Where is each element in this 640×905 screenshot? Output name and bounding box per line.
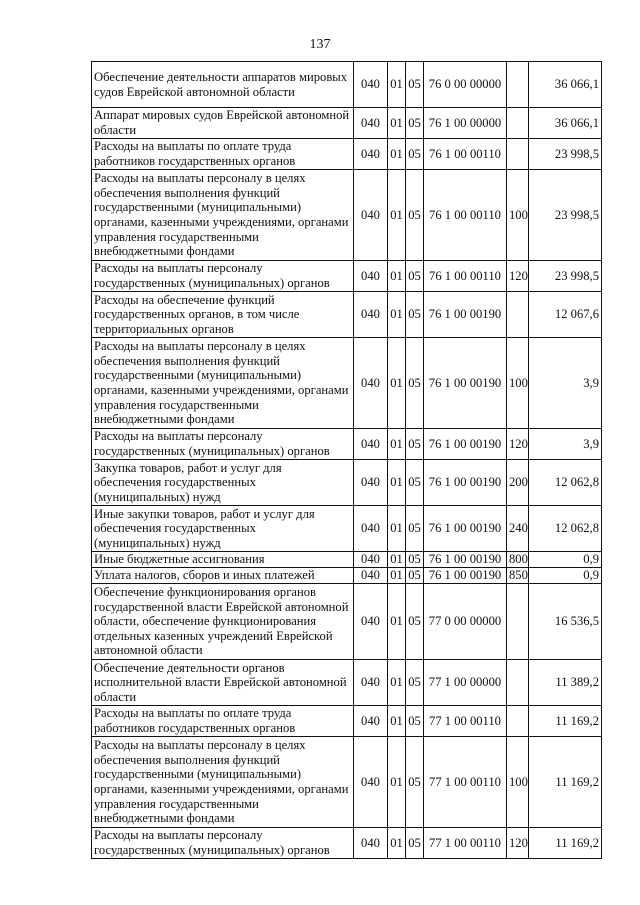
row-name: Расходы на выплаты персоналу в целях обеспечения выполнения функций государственными (муниципальными) органами, казенными учреждениями, органами управления государственными внебюджетными фондами bbox=[92, 338, 354, 429]
row-vedomstvo: 040 bbox=[354, 737, 388, 828]
row-expense-type bbox=[507, 62, 529, 108]
budget-table bbox=[91, 61, 602, 859]
row-amount: 3,9 bbox=[529, 429, 602, 460]
row-podrazdel: 05 bbox=[406, 429, 424, 460]
row-razdel: 01 bbox=[388, 506, 406, 552]
row-vedomstvo: 040 bbox=[354, 62, 388, 108]
row-target-article: 77 1 00 00000 bbox=[424, 660, 507, 706]
row-razdel: 01 bbox=[388, 568, 406, 584]
row-amount: 0,9 bbox=[529, 552, 602, 568]
row-razdel: 01 bbox=[388, 62, 406, 108]
row-expense-type bbox=[507, 584, 529, 660]
row-podrazdel: 05 bbox=[406, 660, 424, 706]
row-expense-type: 100 bbox=[507, 737, 529, 828]
row-vedomstvo: 040 bbox=[354, 828, 388, 859]
row-podrazdel: 05 bbox=[406, 460, 424, 506]
row-expense-type bbox=[507, 706, 529, 737]
table-row bbox=[92, 261, 602, 292]
table-row bbox=[92, 460, 602, 506]
row-expense-type bbox=[507, 660, 529, 706]
row-expense-type bbox=[507, 139, 529, 170]
row-razdel: 01 bbox=[388, 706, 406, 737]
row-name: Расходы на выплаты по оплате труда работников государственных органов bbox=[92, 706, 354, 737]
row-podrazdel: 05 bbox=[406, 261, 424, 292]
row-name: Уплата налогов, сборов и иных платежей bbox=[92, 568, 354, 584]
table-row bbox=[92, 568, 602, 584]
row-name: Иные закупки товаров, работ и услуг для обеспечения государственных (муниципальных) нужд bbox=[92, 506, 354, 552]
row-target-article: 76 1 00 00190 bbox=[424, 460, 507, 506]
row-razdel: 01 bbox=[388, 139, 406, 170]
row-name: Иные бюджетные ассигнования bbox=[92, 552, 354, 568]
table-row bbox=[92, 338, 602, 429]
row-razdel: 01 bbox=[388, 261, 406, 292]
page-number: 137 bbox=[309, 37, 331, 52]
row-amount: 12 067,6 bbox=[529, 292, 602, 338]
table-row bbox=[92, 828, 602, 859]
row-target-article: 76 1 00 00190 bbox=[424, 568, 507, 584]
row-name: Обеспечение функционирования органов государственной власти Еврейской автономной области, обеспечение функционирования отдельных казенных учреждений Еврейской автономной области bbox=[92, 584, 354, 660]
table-row bbox=[92, 292, 602, 338]
table-row bbox=[92, 584, 602, 660]
row-target-article: 76 1 00 00110 bbox=[424, 170, 507, 261]
row-expense-type: 850 bbox=[507, 568, 529, 584]
table-row bbox=[92, 170, 602, 261]
row-expense-type: 120 bbox=[507, 261, 529, 292]
row-name: Расходы на обеспечение функций государственных органов, в том числе территориальных органов bbox=[92, 292, 354, 338]
row-razdel: 01 bbox=[388, 737, 406, 828]
row-vedomstvo: 040 bbox=[354, 338, 388, 429]
row-name: Аппарат мировых судов Еврейской автономной области bbox=[92, 108, 354, 139]
row-podrazdel: 05 bbox=[406, 139, 424, 170]
row-expense-type bbox=[507, 292, 529, 338]
row-target-article: 76 1 00 00110 bbox=[424, 261, 507, 292]
row-target-article: 76 1 00 00000 bbox=[424, 108, 507, 139]
row-target-article: 77 1 00 00110 bbox=[424, 828, 507, 859]
table-row bbox=[92, 660, 602, 706]
row-podrazdel: 05 bbox=[406, 706, 424, 737]
row-razdel: 01 bbox=[388, 584, 406, 660]
table-row bbox=[92, 108, 602, 139]
row-vedomstvo: 040 bbox=[354, 429, 388, 460]
row-amount: 23 998,5 bbox=[529, 139, 602, 170]
row-amount: 3,9 bbox=[529, 338, 602, 429]
row-name: Расходы на выплаты по оплате труда работников государственных органов bbox=[92, 139, 354, 170]
row-podrazdel: 05 bbox=[406, 828, 424, 859]
row-podrazdel: 05 bbox=[406, 552, 424, 568]
row-podrazdel: 05 bbox=[406, 338, 424, 429]
row-podrazdel: 05 bbox=[406, 108, 424, 139]
row-target-article: 76 1 00 00190 bbox=[424, 292, 507, 338]
row-vedomstvo: 040 bbox=[354, 460, 388, 506]
row-podrazdel: 05 bbox=[406, 584, 424, 660]
table-row bbox=[92, 429, 602, 460]
row-amount: 12 062,8 bbox=[529, 460, 602, 506]
row-vedomstvo: 040 bbox=[354, 568, 388, 584]
table-row bbox=[92, 706, 602, 737]
row-expense-type: 100 bbox=[507, 338, 529, 429]
row-amount: 23 998,5 bbox=[529, 261, 602, 292]
row-vedomstvo: 040 bbox=[354, 108, 388, 139]
row-podrazdel: 05 bbox=[406, 170, 424, 261]
row-expense-type: 800 bbox=[507, 552, 529, 568]
row-vedomstvo: 040 bbox=[354, 170, 388, 261]
row-razdel: 01 bbox=[388, 292, 406, 338]
row-vedomstvo: 040 bbox=[354, 139, 388, 170]
row-podrazdel: 05 bbox=[406, 292, 424, 338]
row-target-article: 77 0 00 00000 bbox=[424, 584, 507, 660]
row-podrazdel: 05 bbox=[406, 62, 424, 108]
row-expense-type: 200 bbox=[507, 460, 529, 506]
row-amount: 23 998,5 bbox=[529, 170, 602, 261]
row-vedomstvo: 040 bbox=[354, 584, 388, 660]
table-row bbox=[92, 552, 602, 568]
row-podrazdel: 05 bbox=[406, 506, 424, 552]
row-target-article: 76 1 00 00110 bbox=[424, 139, 507, 170]
row-razdel: 01 bbox=[388, 552, 406, 568]
row-expense-type: 100 bbox=[507, 170, 529, 261]
row-name: Обеспечение деятельности аппаратов мировых судов Еврейской автономной области bbox=[92, 62, 354, 108]
row-vedomstvo: 040 bbox=[354, 292, 388, 338]
row-razdel: 01 bbox=[388, 170, 406, 261]
row-target-article: 77 1 00 00110 bbox=[424, 737, 507, 828]
row-podrazdel: 05 bbox=[406, 737, 424, 828]
row-razdel: 01 bbox=[388, 828, 406, 859]
row-amount: 12 062,8 bbox=[529, 506, 602, 552]
row-vedomstvo: 040 bbox=[354, 552, 388, 568]
row-vedomstvo: 040 bbox=[354, 261, 388, 292]
row-target-article: 76 1 00 00190 bbox=[424, 429, 507, 460]
row-target-article: 76 1 00 00190 bbox=[424, 338, 507, 429]
row-razdel: 01 bbox=[388, 460, 406, 506]
row-target-article: 76 1 00 00190 bbox=[424, 552, 507, 568]
row-target-article: 77 1 00 00110 bbox=[424, 706, 507, 737]
row-expense-type: 120 bbox=[507, 828, 529, 859]
row-amount: 11 169,2 bbox=[529, 706, 602, 737]
row-expense-type bbox=[507, 108, 529, 139]
row-amount: 36 066,1 bbox=[529, 108, 602, 139]
row-target-article: 76 0 00 00000 bbox=[424, 62, 507, 108]
row-name: Закупка товаров, работ и услуг для обеспечения государственных (муниципальных) нужд bbox=[92, 460, 354, 506]
row-razdel: 01 bbox=[388, 429, 406, 460]
row-amount: 11 169,2 bbox=[529, 737, 602, 828]
table-row bbox=[92, 62, 602, 108]
row-vedomstvo: 040 bbox=[354, 506, 388, 552]
row-vedomstvo: 040 bbox=[354, 660, 388, 706]
row-vedomstvo: 040 bbox=[354, 706, 388, 737]
row-expense-type: 240 bbox=[507, 506, 529, 552]
row-name: Расходы на выплаты персоналу государственных (муниципальных) органов bbox=[92, 828, 354, 859]
row-amount: 16 536,5 bbox=[529, 584, 602, 660]
table-row bbox=[92, 139, 602, 170]
row-amount: 36 066,1 bbox=[529, 62, 602, 108]
row-razdel: 01 bbox=[388, 108, 406, 139]
row-amount: 11 169,2 bbox=[529, 828, 602, 859]
row-name: Расходы на выплаты персоналу в целях обеспечения выполнения функций государственными (муниципальными) органами, казенными учреждениями, органами управления государственными внебюджетными фондами bbox=[92, 170, 354, 261]
row-amount: 0,9 bbox=[529, 568, 602, 584]
row-name: Обеспечение деятельности органов исполнительной власти Еврейской автономной области bbox=[92, 660, 354, 706]
row-target-article: 76 1 00 00190 bbox=[424, 506, 507, 552]
row-name: Расходы на выплаты персоналу государственных (муниципальных) органов bbox=[92, 429, 354, 460]
row-razdel: 01 bbox=[388, 660, 406, 706]
row-razdel: 01 bbox=[388, 338, 406, 429]
table-row bbox=[92, 737, 602, 828]
table-row bbox=[92, 506, 602, 552]
row-podrazdel: 05 bbox=[406, 568, 424, 584]
row-amount: 11 389,2 bbox=[529, 660, 602, 706]
row-expense-type: 120 bbox=[507, 429, 529, 460]
row-name: Расходы на выплаты персоналу государственных (муниципальных) органов bbox=[92, 261, 354, 292]
row-name: Расходы на выплаты персоналу в целях обеспечения выполнения функций государственными (муниципальными) органами, казенными учреждениями, органами управления государственными внебюджетными фондами bbox=[92, 737, 354, 828]
